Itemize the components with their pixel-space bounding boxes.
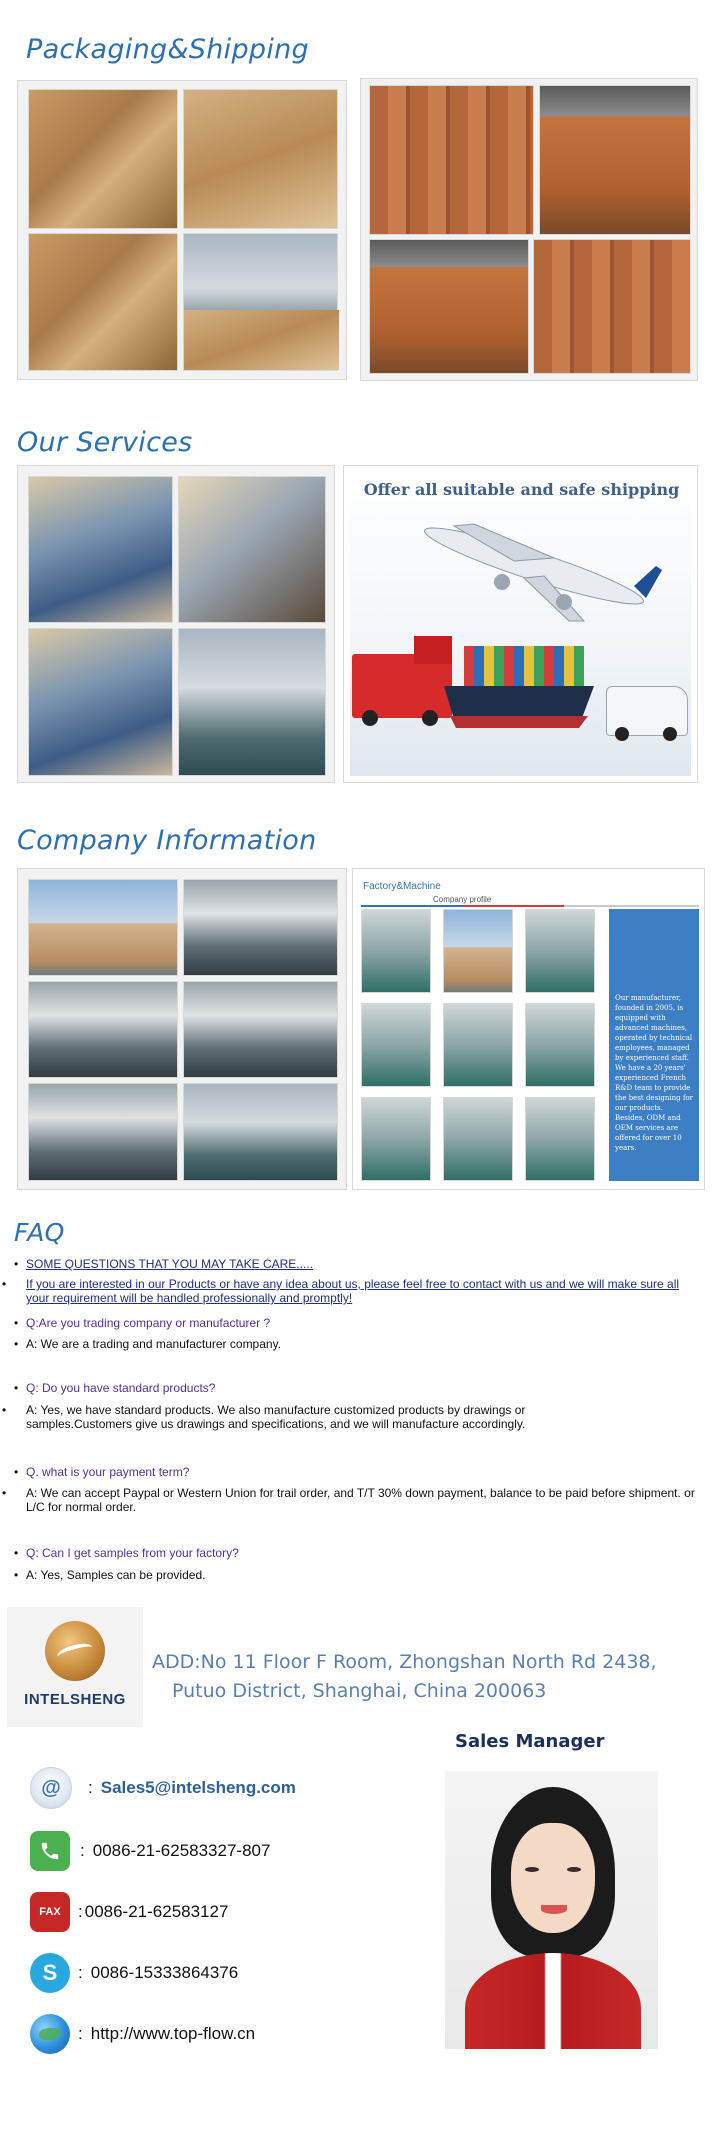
factory-machine-panel	[352, 868, 705, 1190]
shipping-banner	[343, 465, 698, 783]
contact-website-row	[30, 2012, 255, 2056]
faq-question-4-text: Q: Can I get samples from your factory?	[26, 1546, 239, 1560]
company-photo-parts	[183, 981, 338, 1078]
faq-answer-4-text: A: Yes, Samples can be provided.	[26, 1568, 206, 1582]
company-photo-building	[28, 879, 178, 976]
shipping-banner-caption: Offer all suitable and safe shipping	[363, 480, 680, 499]
crate-photo-4	[533, 239, 691, 374]
faq-intro-text: If you are interested in our Products or have any idea about us, please feel free to contact with us and we will make sure all your requirement will be handled professionally and promptly!	[26, 1277, 680, 1305]
company-address-line-1: ADD:No 11 Floor F Room, Zhongshan North Rd 2438,	[152, 1651, 657, 1673]
faq-answer-2: • A: Yes, we have standard products. We also manufacture customized products by drawings or samples.Customers give us drawings and specifications, and we will manufacture accordingly.	[2, 1403, 526, 1431]
company-photo-workshop-1	[183, 879, 338, 976]
company-photo-grid	[17, 868, 347, 1190]
fax-number[interactable]: 0086-21-62583127	[84, 1902, 229, 1921]
email-link[interactable]: Sales5@intelsheng.com	[100, 1778, 296, 1797]
fax-icon-label: FAX	[39, 1906, 61, 1918]
company-address-line-2: Putuo District, Shanghai, China 200063	[172, 1680, 547, 1702]
services-photo-factory-visit	[178, 628, 326, 776]
faq-question-2: • Q: Do you have standard products?	[14, 1381, 216, 1395]
factory-machine-heading: Factory&Machine	[363, 881, 441, 892]
services-photo-inspection	[178, 476, 326, 623]
company-profile-subheading: Company profile	[433, 895, 492, 904]
packaging-photo-boxes-1	[28, 89, 178, 229]
red-jacket	[465, 1953, 641, 2049]
company-photo-worker	[183, 1083, 338, 1181]
website-link[interactable]: http://www.top-flow.cn	[90, 2024, 256, 2043]
fax-icon	[30, 1892, 70, 1932]
packaging-photo-boxes-2	[183, 89, 338, 229]
contact-email-row	[30, 1766, 296, 1810]
faq-title: FAQ	[14, 1218, 65, 1247]
packaging-photo-warehouse-1	[28, 233, 178, 371]
truck-icon	[352, 654, 452, 718]
faq-question-3: • Q. what is your payment term?	[14, 1465, 190, 1479]
faq-header: • SOME QUESTIONS THAT YOU MAY TAKE CARE.....	[14, 1257, 313, 1271]
email-icon: @	[30, 1767, 72, 1809]
airplane-icon	[394, 506, 674, 626]
factory-photo-6	[525, 1003, 595, 1087]
company-logo	[7, 1607, 143, 1727]
faq-answer-2-text: A: Yes, we have standard products. We also manufacture customized products by drawings or samples.Customers give us drawings and specifications, and we will manufacture accordingly.	[26, 1403, 526, 1431]
mobile-number[interactable]: 0086-15333864376	[90, 1963, 239, 1982]
intelsheng-logo-icon	[45, 1621, 105, 1681]
company-photo-cnc	[28, 1083, 178, 1181]
phone-separator: :	[80, 1841, 85, 1860]
faq-question-3-text: Q. what is your payment term?	[26, 1465, 190, 1479]
our-services-title: Our Services	[17, 427, 193, 458]
crate-photo-1	[369, 85, 534, 235]
factory-photo-7	[361, 1097, 431, 1181]
contact-skype-row	[30, 1951, 238, 1995]
panel-divider	[361, 905, 699, 907]
crate-photo-3	[369, 239, 529, 374]
skype-icon-symbol: S	[42, 1960, 58, 1985]
crate-photo-2	[539, 85, 691, 235]
sales-manager-label: Sales Manager	[455, 1731, 605, 1752]
factory-photo-3	[525, 909, 595, 993]
sales-manager-photo	[445, 1771, 658, 2049]
factory-photo-2	[443, 909, 513, 993]
phone-icon	[30, 1831, 70, 1871]
company-photo-workshop-2	[28, 981, 178, 1078]
company-information-title: Company Information	[17, 825, 317, 856]
website-separator: :	[78, 2024, 83, 2043]
skype-icon	[30, 1953, 70, 1993]
faq-answer-1: • A: We are a trading and manufacturer company.	[14, 1337, 282, 1351]
packaging-shipping-title: Packaging&Shipping	[26, 34, 309, 65]
cargo-ship-icon	[444, 646, 594, 746]
logo-text: INTELSHENG	[24, 1691, 126, 1708]
faq-question-2-text: Q: Do you have standard products?	[26, 1381, 216, 1395]
faq-answer-4: • A: Yes, Samples can be provided.	[14, 1568, 206, 1582]
globe-icon	[30, 2014, 70, 2054]
faq-question-1: • Q:Are you trading company or manufacturer ?	[14, 1316, 271, 1330]
shipping-crates-photo-grid	[360, 78, 698, 381]
email-separator: :	[88, 1778, 93, 1797]
factory-photo-4	[361, 1003, 431, 1087]
faq-question-1-text: Q:Are you trading company or manufacturer ?	[26, 1316, 271, 1330]
faq-answer-3-text: A: We can accept Paypal or Western Union for trail order, and T/T 30% down payment, balance to be paid before shipment. or L/C for normal order.	[26, 1486, 695, 1514]
services-photo-grid	[17, 465, 335, 783]
factory-photo-5	[443, 1003, 513, 1087]
factory-photo-1	[361, 909, 431, 993]
phone-number[interactable]: 0086-21-62583327-807	[92, 1841, 271, 1860]
faq-answer-1-text: A: We are a trading and manufacturer company.	[26, 1337, 282, 1351]
faq-header-text: SOME QUESTIONS THAT YOU MAY TAKE CARE.....	[26, 1257, 313, 1271]
fax-separator: :	[78, 1902, 83, 1921]
skype-separator: :	[78, 1963, 83, 1982]
factory-photo-8	[443, 1097, 513, 1181]
packaging-photo-grid	[17, 80, 347, 380]
contact-phone-row	[30, 1829, 270, 1873]
contact-fax-row	[30, 1890, 228, 1934]
services-photo-meeting-2	[28, 628, 173, 776]
face	[511, 1823, 595, 1933]
faq-answer-3: • A: We can accept Paypal or Western Union for trail order, and T/T 30% down payment, balance to be paid before shipment. or L/C for normal order.	[2, 1486, 695, 1514]
services-photo-meeting-1	[28, 476, 173, 623]
packaging-photo-warehouse-2	[183, 233, 338, 371]
faq-question-4: • Q: Can I get samples from your factory?	[14, 1546, 239, 1560]
company-profile-text: Our manufacturer, founded in 2005, is equipped with advanced machines, operated by technical employees, managed by experienced staff. We have a 20 years' experienced French R&D team to provide the best designing for our products. Besides, ODM and OEM services are offered for over 10 years.	[609, 909, 699, 1181]
faq-intro: • If you are interested in our Products or have any idea about us, please feel free to contact with us and we will make sure all your requirement will be handled professionally and promptly!	[2, 1277, 680, 1305]
van-icon	[606, 686, 688, 736]
factory-photo-9	[525, 1097, 595, 1181]
